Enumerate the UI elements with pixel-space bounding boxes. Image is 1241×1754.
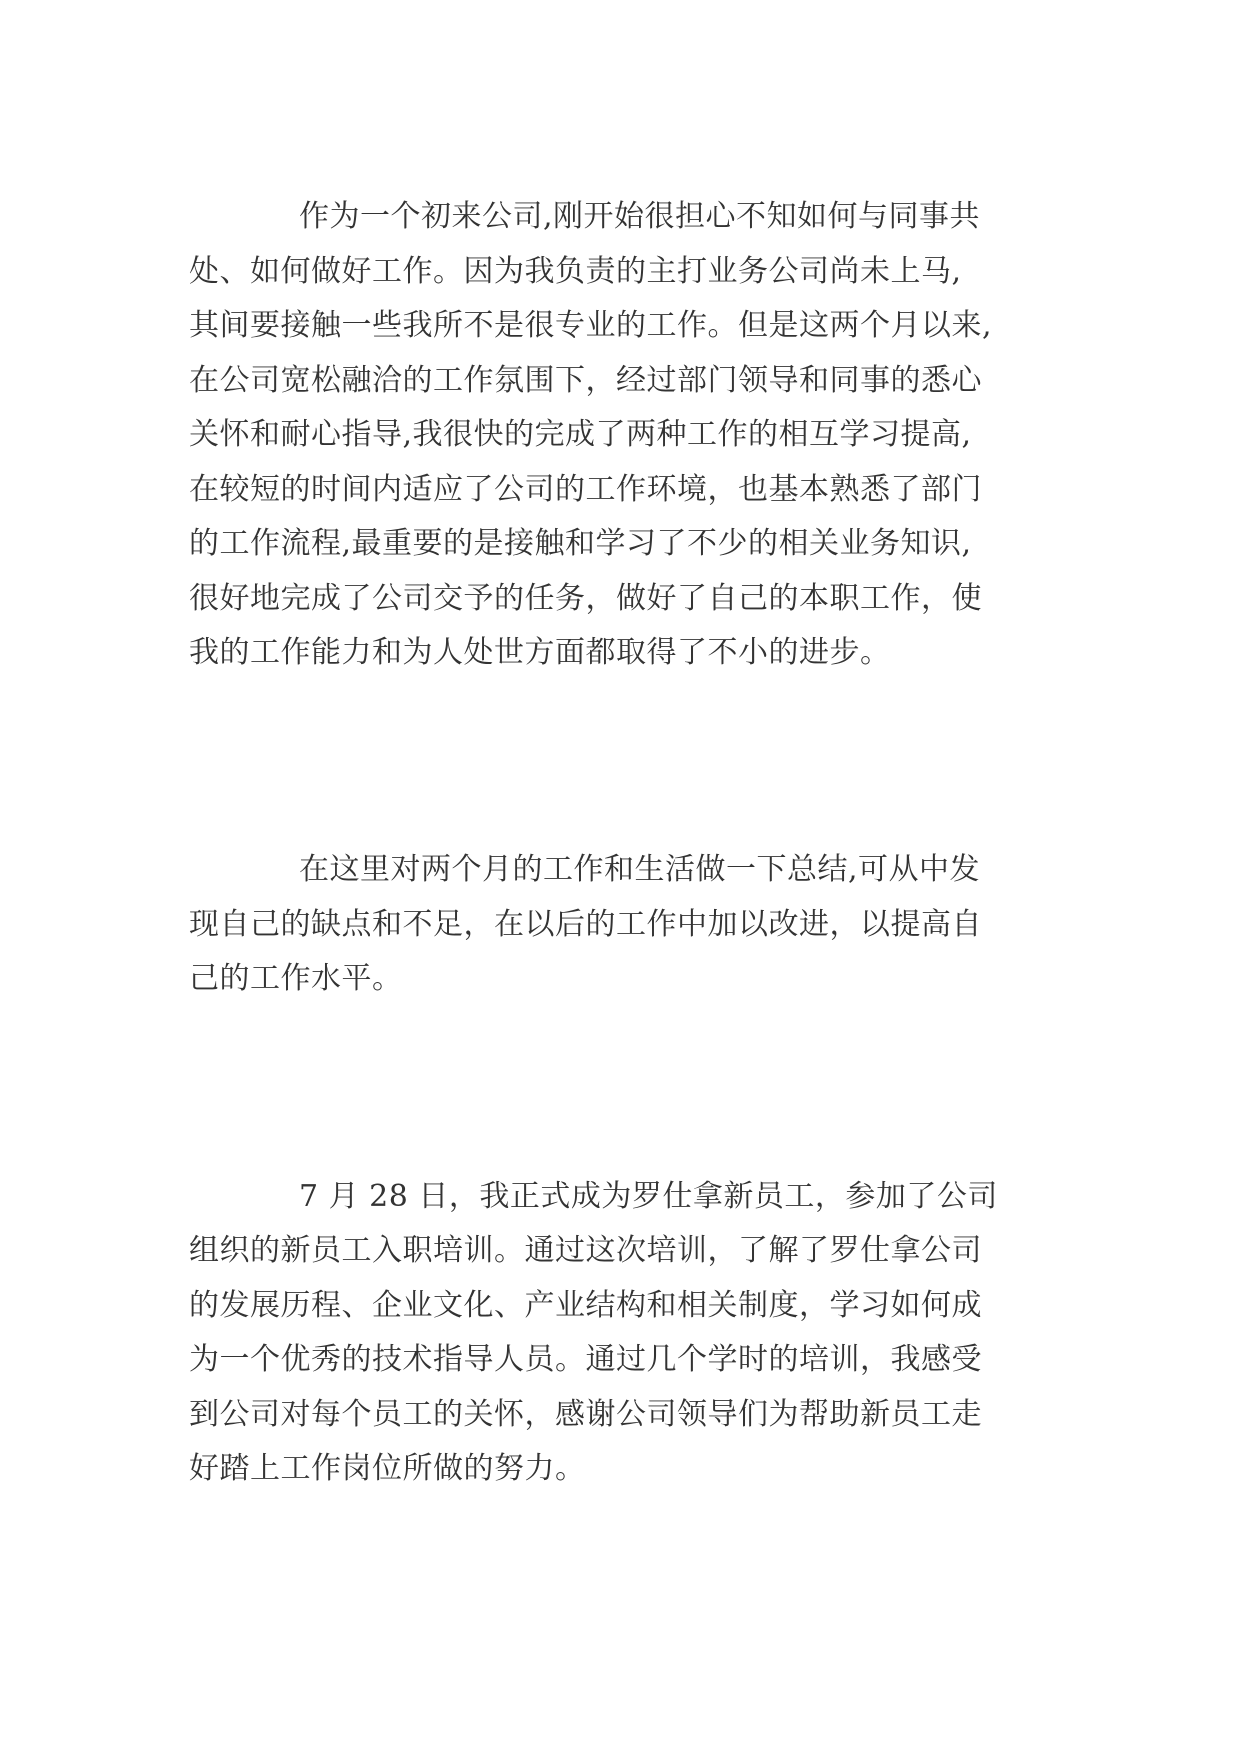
paragraph-2-line-3: 己的工作水平。 <box>189 961 403 996</box>
paragraph-2-line-2: 现自己的缺点和不足，在以后的工作中加以改进，以提高自 <box>189 907 982 942</box>
paragraph-3-line-6: 好踏上工作岗位所做的努力。 <box>189 1451 586 1486</box>
paragraph-3-line-2: 组织的新员工入职培训。通过这次培训，了解了罗仕拿公司 <box>189 1233 982 1268</box>
paragraph-2-line-1: 在这里对两个月的工作和生活做一下总结,可从中发 <box>299 852 981 887</box>
paragraph-1-line-2: 处、如何做好工作。因为我负责的主打业务公司尚未上马, <box>189 254 962 289</box>
paragraph-1-line-3: 其间要接触一些我所不是很专业的工作。但是这两个月以来, <box>189 308 993 343</box>
paragraph-3-line-5: 到公司对每个员工的关怀，感谢公司领导们为帮助新员工走 <box>189 1397 982 1432</box>
paragraph-1-line-8: 很好地完成了公司交予的任务，做好了自己的本职工作，使 <box>189 581 982 616</box>
paragraph-1-line-9: 我的工作能力和为人处世方面都取得了不小的进步。 <box>189 635 891 670</box>
paragraph-3-line-1: 7 月 28 日，我正式成为罗仕拿新员工，参加了公司 <box>299 1179 998 1214</box>
paragraph-1-line-7: 的工作流程,最重要的是接触和学习了不少的相关业务知识, <box>189 526 972 561</box>
paragraph-3-line-3: 的发展历程、企业文化、产业结构和相关制度，学习如何成 <box>189 1288 982 1323</box>
paragraph-1-line-4: 在公司宽松融洽的工作氛围下，经过部门领导和同事的悉心 <box>189 363 982 398</box>
paragraph-3-line-4: 为一个优秀的技术指导人员。通过几个学时的培训，我感受 <box>189 1342 982 1377</box>
paragraph-1-line-5: 关怀和耐心指导,我很快的完成了两种工作的相互学习提高, <box>189 417 972 452</box>
paragraph-1-line-1: 作为一个初来公司,刚开始很担心不知如何与同事共 <box>299 199 981 234</box>
paragraph-1-line-6: 在较短的时间内适应了公司的工作环境，也基本熟悉了部门 <box>189 472 982 507</box>
